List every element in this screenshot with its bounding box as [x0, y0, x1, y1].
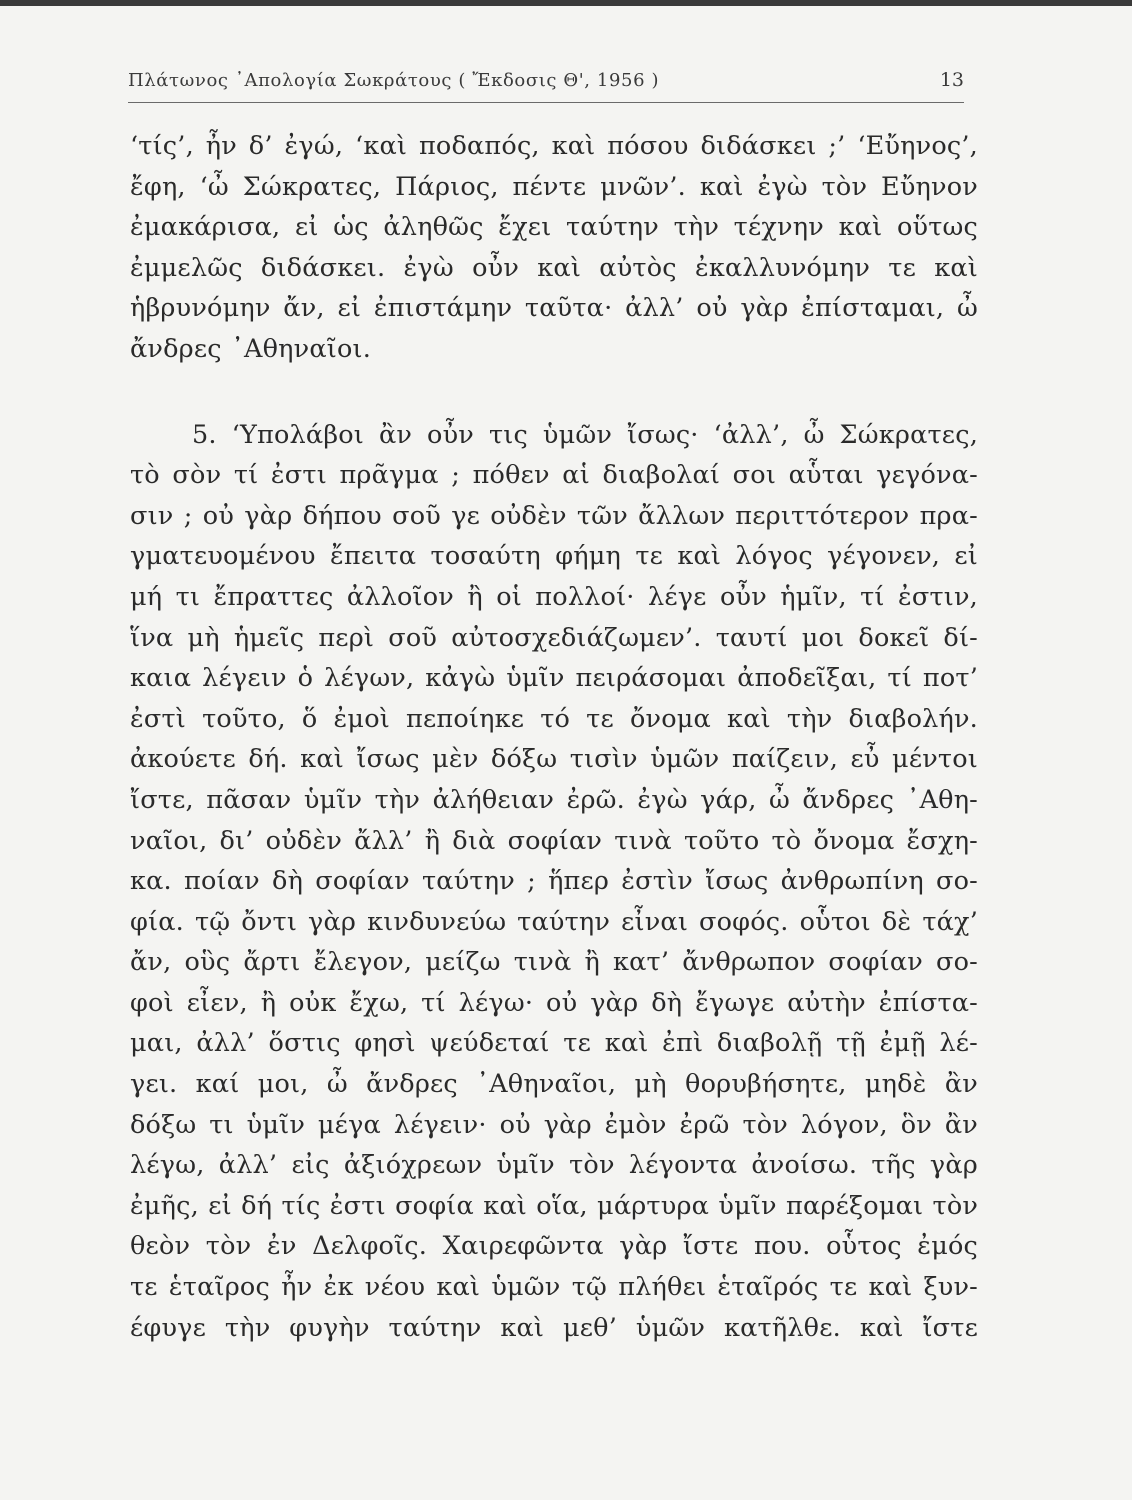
text-line: ἔφη, ‘ὦ Σώκρατες, Πάριος, πέντε μνῶν’. καὶ ἐγὼ τὸν Εὔηνον: [130, 171, 978, 202]
text-line: ναῖοι, δι’ οὐδὲν ἄλλ’ ἢ διὰ σοφίαν τινὰ τοῦτο τὸ ὄνομα ἔσχη-: [130, 825, 978, 856]
text-line: ἴστε, πᾶσαν ὑμῖν τὴν ἀλήθειαν ἐρῶ. ἐγὼ γάρ, ὦ ἄνδρες ᾿Αθη-: [130, 784, 978, 815]
text-line: ἵνα μὴ ἡμεῖς περὶ σοῦ αὐτοσχεδιάζωμεν’. ταυτί μοι δοκεῖ δί-: [130, 622, 978, 653]
text-line: μή τι ἔπραττες ἀλλοῖον ἢ οἱ πολλοί· λέγε οὖν ἡμῖν, τί ἐστιν,: [130, 581, 978, 612]
text-line: έφυγε τὴν φυγὴν ταύτην καὶ μεθ’ ὑμῶν κατῆλθε. καὶ ἴστε: [130, 1312, 978, 1343]
running-head: Πλάτωνος ᾿Απολογία Σωκράτους ( Ἔκδοσις Θ', 1956 ): [128, 70, 660, 91]
text-line: ἐστὶ τοῦτο, ὅ ἐμοὶ πεποίηκε τό τε ὄνομα καὶ τὴν διαβολήν.: [130, 703, 978, 734]
text-line: γει. καί μοι, ὦ ἄνδρες ᾿Αθηναῖοι, μὴ θορυβήσητε, μηδὲ ἂν: [130, 1069, 978, 1100]
text-line: ἡβρυνόμην ἄν, εἰ ἐπιστάμην ταῦτα· ἀλλ’ οὐ γὰρ ἐπίσταμαι, ὦ: [130, 293, 978, 324]
text-line: μαι, ἀλλ’ ὅστις φησὶ ψεύδεταί τε καὶ ἐπὶ διαβολῇ τῇ ἐμῇ λέ-: [130, 1028, 978, 1059]
text-line: ‘τίς’, ἦν δ’ ἐγώ, ‘καὶ ποδαπός, καὶ πόσου διδάσκει ;’ ‘Εὔηνος’,: [130, 131, 978, 161]
text-line: τε ἑταῖρος ἦν ἐκ νέου καὶ ὑμῶν τῷ πλήθει ἑταῖρός τε καὶ ξυν-: [130, 1272, 978, 1303]
text-line: κα. ποίαν δὴ σοφίαν ταύτην ; ἥπερ ἐστὶν ἴσως ἀνθρωπίνη σο-: [130, 866, 978, 897]
text-line: φία. τῷ ὄντι γὰρ κινδυνεύω ταύτην εἶναι σοφός. οὗτοι δὲ τάχ’: [130, 906, 978, 937]
text-line: ἄν, οὓς ἄρτι ἔλεγον, μείζω τινὰ ἢ κατ’ ἄνθρωπον σοφίαν σο-: [130, 947, 978, 978]
text-line: σιν ; οὐ γὰρ δήπου σοῦ γε οὐδὲν τῶν ἄλλων περιττότερον πρα-: [130, 500, 978, 531]
page-header: [128, 62, 964, 103]
text-line: γματευομένου ἔπειτα τοσαύτη φήμη τε καὶ λόγος γέγονεν, εἰ: [130, 541, 978, 572]
paragraph-2: [130, 415, 978, 1349]
scan-edge: [0, 0, 1132, 6]
text-line: θεὸν τὸν ἐν Δελφοῖς. Χαιρεφῶντα γὰρ ἴστε που. οὗτος ἐμός: [130, 1231, 978, 1262]
text-line: ἀκούετε δή. καὶ ἴσως μὲν δόξω τισὶν ὑμῶν παίζειν, εὖ μέντοι: [130, 744, 978, 775]
text-line: ἐμμελῶς διδάσκει. ἐγὼ οὖν καὶ αὐτὸς ἐκαλλυνόμην τε καὶ: [130, 252, 978, 283]
body-text: [130, 126, 978, 1348]
paragraph-1: [130, 126, 978, 370]
paragraph-gap: [130, 370, 978, 415]
text-line: δόξω τι ὑμῖν μέγα λέγειν· οὐ γὰρ ἐμὸν ἐρῶ τὸν λόγον, ὃν ἂν: [130, 1109, 978, 1140]
text-line: ἄνδρες ᾿Αθηναῖοι.: [130, 333, 372, 364]
section-start-line: 5. ‘Υπολάβοι ἂν οὖν τις ὑμῶν ἴσως· ‘ἀλλ’, ὦ Σώκρατες,: [192, 419, 978, 450]
text-line: λέγω, ἀλλ’ εἰς ἀξιόχρεων ὑμῖν τὸν λέγοντα ἀνοίσω. τῆς γὰρ: [130, 1150, 978, 1181]
text-line: φοὶ εἶεν, ἢ οὐκ ἔχω, τί λέγω· οὐ γὰρ δὴ ἔγωγε αὐτὴν ἐπίστα-: [130, 987, 978, 1018]
text-line: ἐμακάρισα, εἰ ὡς ἀληθῶς ἔχει ταύτην τὴν τέχνην καὶ οὕτως: [130, 212, 978, 243]
text-line: καια λέγειν ὁ λέγων, κἀγὼ ὑμῖν πειράσομαι ἀποδεῖξαι, τί ποτ’: [130, 663, 978, 694]
text-line: τὸ σὸν τί ἐστι πρᾶγμα ; πόθεν αἱ διαβολαί σοι αὗται γεγόνα-: [130, 460, 978, 491]
page-number: 13: [939, 69, 964, 91]
text-line: ἐμῆς, εἰ δή τίς ἐστι σοφία καὶ οἵα, μάρτυρα ὑμῖν παρέξομαι τὸν: [130, 1190, 979, 1221]
